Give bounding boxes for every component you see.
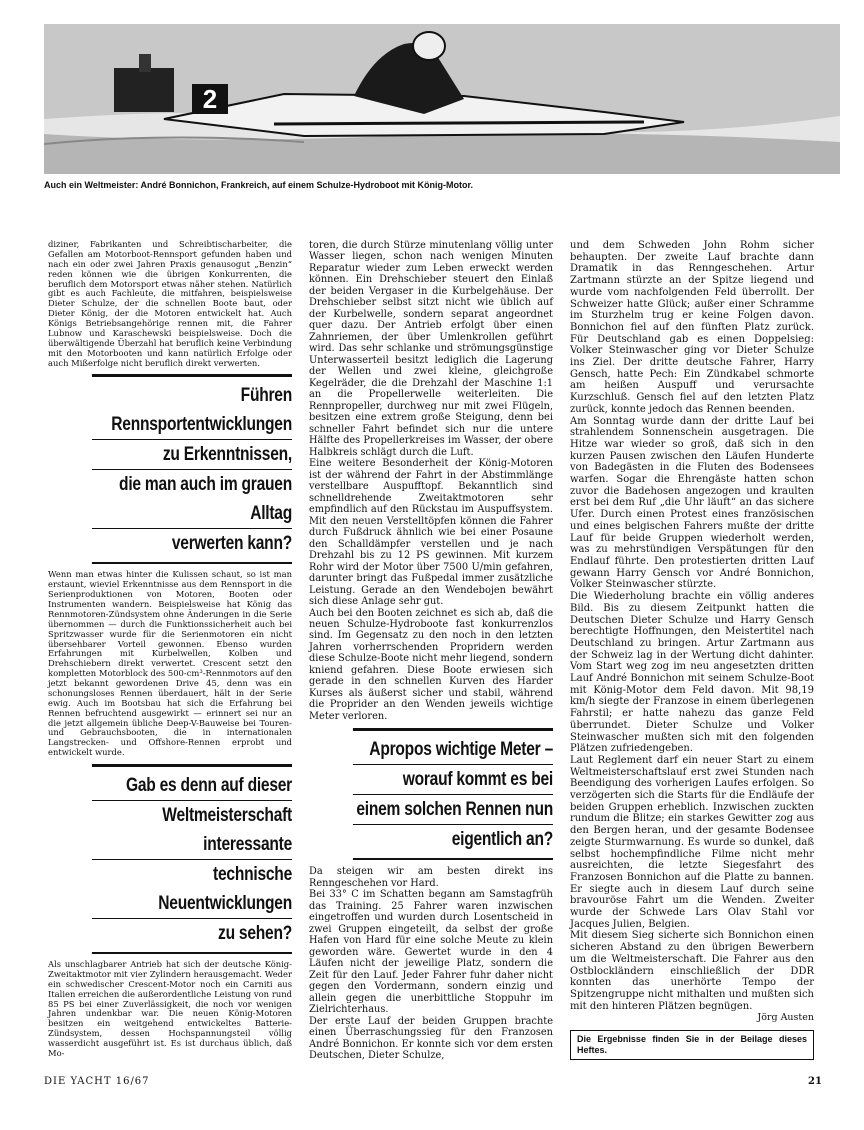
paragraph: Die Wiederholung brachte ein völlig anderes Bild. Bis zu diesem Zeitpunkt hatten die Deutschen Dieter Schulze und Harry Gensch berechtigte Hoffnungen, den Meistertitel nach Deutschland zu bringen. Artur Zartmann aus der Schweiz lag in der Wertung dicht dahinter. Vom Start weg zog im neu angesetzten dritten Lauf André Bonnichon mit seinem Schulze-Boot mit König-Motor dem Feld davon. Mit 98,19 km/h siegte der Franzose in einem überlegenen Fahrstil; er hatte nahezu das ganze Feld überrundet. Dieter Schulze und Volker Steinwascher mußten sich mit den folgenden Plätzen zufriedengeben. xyxy=(570,591,814,755)
paragraph: diziner, Fabrikanten und Schreibtischarbeiter, die Gefallen am Motorboot-Rennsport gefunden haben und nach ein oder zwei Jahren Praxis genausogut „Benzin“ reden können wie die übrigen Konkurrenten, die beruflich dem Motorsport etwas näher stehen. Natürlich gibt es auch Fachleute, die mitfahren, beispielsweise Dieter Schulze, der die schnellen Boote baut, oder Dieter König, der die Motoren entwickelt hat. Auch Königs Betriebsangehörige rennen mit, die Fahrer Lubnow und Karaschewski beispielsweise. Doch die überwältigende Überzahl hat beruflich keine Verbindung mit den Motorbooten und kann natürlich Erfolge oder auch Mißerfolge nicht beruflich direkt verwerten. xyxy=(48,239,292,368)
subheading-line: eigentlich an? xyxy=(451,829,553,851)
subheading xyxy=(92,374,292,564)
paragraph: Als unschlagbarer Antrieb hat sich der deutsche König-Zweitaktmotor mit vier Zylindern herausgemacht. Weder ein schwedischer Crescent-Motor noch ein Carniti aus Italien erreichen die außerordentliche Leistung von rund 85 PS bei einer Zuverlässigkeit, die noch vor wenigen Jahren undenkbar war. Die neuen König-Motoren besitzen ein weitgehend entwickeltes Batterie-Zündsystem, dessen Hochspannungsteil völlig wasserdicht ausgeführt ist. Es ist durchaus üblich, daß Mo- xyxy=(48,959,292,1058)
column-middle xyxy=(309,240,553,1062)
subheading-line: einem solchen Rennen nun xyxy=(353,795,553,825)
paragraph: Da steigen wir am besten direkt ins Renngeschehen vor Hard. xyxy=(309,866,553,889)
paragraph: Am Sonntag wurde dann der dritte Lauf bei strahlendem Sonnenschein ausgetragen. Die Hitze war wieder so groß, daß sich in den kurzen Pausen zwischen den Läufen Hunderte von Badegästen in die Fluten des Bodensees warfen. Sogar die Ehrengäste hatten schon zuvor die Badehosen angezogen und kraulten erst bei dem Ruf „die Uhr läuft“ an das sichere Ufer. Durch einen Protest eines französischen und eines belgischen Fahrers mußte der dritte Lauf für beide Gruppen wiederholt werden, was zu mehrstündigen Verspätungen für den Endlauf führte. Den protestierten dritten Lauf gewann Harry Gensch vor André Bonnichon, Volker Steinwascher stürzte. xyxy=(570,415,814,591)
paragraph: Laut Reglement darf ein neuer Start zu einem Weltmeisterschaftslauf erst zwei Stunden nach Beendigung des vorherigen Laufes erfolgen. So verzögerten sich die Starts für die Endläufe der beiden Gruppen erheblich. Inzwischen zuckten rundum die Blitze; ein starkes Gewitter zog aus den Bergen heran, und der gesamte Bodensee zeigte Sturmwarnung. Es wurde so dunkel, daß selbst hochempfindliche Filme nicht mehr ausreichten, die letzte Siegesfahrt des Franzosen Bonnichon auf die Platte zu bannen. Er siegte auch in diesem Lauf durch seine bravouröse Fahrt um die Wenden. Zweiter wurde der Schwede Lars Olav Stahl vor Jacques Julien, Belgien. xyxy=(570,754,814,930)
subheading xyxy=(92,764,292,954)
subheading-line: Gab es denn auf dieser xyxy=(92,771,292,801)
column-left xyxy=(48,240,292,1059)
subheading-line: zu sehen? xyxy=(218,923,292,944)
subheading-line: Führen Rennsportentwicklungen xyxy=(92,381,292,440)
subheading xyxy=(353,728,553,860)
paragraph: Mit diesem Sieg sicherte sich Bonnichon einen sicheren Abstand zu den übrigen Bewerbern um die Weltmeisterschaft. Die Fahrer aus den Ostblockländern einschließlich der DDR konnten das unerhörte Tempo der Spitzengruppe nicht mithalten und mußten sich mit den hinteren Plätzen begnügen. xyxy=(570,930,814,1012)
subheading-line: die man auch im grauen Alltag xyxy=(92,470,292,529)
hydroboat-image xyxy=(44,24,840,174)
column-right xyxy=(570,240,814,1060)
subheading-line: Apropos wichtige Meter – xyxy=(353,735,553,765)
subheading-line: Weltmeisterschaft interessante xyxy=(92,801,292,860)
paragraph: und dem Schweden John Rohm sicher behaupten. Der zweite Lauf brachte dann Dramatik in das Renngeschehen. Artur Zartmann stürzte an der Spitze liegend und wurde vom nachfolgenden Feld überrollt. Der Schweizer hatte Glück; außer einer Schramme im Sturzhelm trug er keine Folgen davon. Bonnichon fiel auf den fünften Platz zurück. Für Deutschland gab es einen Doppelsieg: Volker Steinwascher ging vor Dieter Schulze ins Ziel. Der dritte deutsche Fahrer, Harry Gensch, hatte Pech: Ein Zündkabel schmorte am heißen Auspuff und verursachte Kurzschluß. Gensch fiel auf den letzten Platz zurück, konnte jedoch das Rennen beenden. xyxy=(570,240,814,415)
boat-number: 2 xyxy=(202,84,218,114)
results-note-box: Die Ergebnisse finden Sie in der Beilage dieses Heftes. xyxy=(570,1030,814,1060)
paragraph: Wenn man etwas hinter die Kulissen schaut, so ist man erstaunt, wieviel Erkenntnisse aus dem Rennsport in die Serienproduktionen von Motoren, Booten oder Instrumenten wandern. Beispielsweise hat König das Rennmotoren-Zündsystem ohne Änderungen in die Serie übernommen — durch die Funktionssicherheit auch bei Spritzwasser wurde für die Serienmotoren ein nicht übersehbarer Vorteil gewonnen. Ebenso wurden Erfahrungen mit Kurbelwellen, Kolben und Drehschiebern direkt verwertet. Crescent setzt den kompletten Motorblock des 500-cm³-Rennmotors auf den jetzt bekannt gewordenen Drive 45, denn was ein schonungsloses Rennen überdauert, hält in der Serie ewig. Auch im Bootsbau hat sich die Erfahrung bei Rennen befruchtend ausgewirkt — erinnert sei nur an die jetzt allgemein übliche Deep-V-Bauweise bei Touren- und Gebrauchsbooten, die in internationalen Langstrecken- und Offshore-Rennen erprobt und entwickelt wurde. xyxy=(48,569,292,758)
paragraph: Eine weitere Besonderheit der König-Motoren ist der während der Fahrt in der Abstimmlänge verstellbare Auspufftopf. Bekanntlich sind schnelldrehende Zweitaktmotoren sehr empfindlich auf den Rückstau im Auspuffsystem. Mit den neuen Verstelltöpfen können die Fahrer durch Fußdruck ähnlich wie bei einer Posaune den Schalldämpfer verstellen und je nach Drehzahl bis zu 12 PS gewinnen. Mit kurzem Rohr wird der Motor über 7500 U/min gefahren, darunter bringt das Fußpedal immer zusätzliche Leistung. Gerade an den Wendebojen bewährt sich diese Anlage sehr gut. xyxy=(309,458,553,608)
photo-caption: Auch ein Weltmeister: André Bonnichon, Frankreich, auf einem Schulze-Hydroboot mit König-Motor. xyxy=(44,180,474,190)
magazine-footer: DIE YACHT 16/67 xyxy=(44,1076,150,1087)
subheading-line: worauf kommt es bei xyxy=(353,765,553,795)
subheading-line: zu Erkenntnissen, xyxy=(92,440,292,470)
page-number: 21 xyxy=(808,1076,822,1087)
paragraph: Auch bei den Booten zeichnet es sich ab, daß die neuen Schulze-Hydroboote fast konkurrenzlos sind. Im Gegensatz zu den noch in den letzten Jahren vorherrschenden Propridern werden diese Schulze-Boote nicht mehr liegend, sondern kniend gefahren. Diese Boote erwiesen sich gerade in den schnellen Kurven des Harder Kurses als äußerst sicher und stabil, während die Proprider an den Wenden jeweils wichtige Meter verloren. xyxy=(309,607,553,722)
author-signature: Jörg Austen xyxy=(757,1012,814,1024)
subheading-line: verwerten kann? xyxy=(171,533,292,555)
subheading-line: technische Neuentwicklungen xyxy=(92,860,292,919)
paragraph: Der erste Lauf der beiden Gruppen brachte einen Überraschungssieg für den Franzosen André Bonnichon. Er konnte sich vor dem ersten Deutschen, Dieter Schulze, xyxy=(309,1015,553,1062)
paragraph: toren, die durch Stürze minutenlang völlig unter Wasser liegen, schon nach wenigen Minuten Reparatur wieder zum Leben erweckt werden können. Ein Drehschieber steuert den Einlaß der beiden Vergaser in die Kurbelgehäuse. Der Drehschieber selbst sitzt nicht wie üblich auf der Kurbelwelle, sondern separat angeordnet quer dazu. Der Antrieb erfolgt über einen Zahnriemen, der über Umlenkrollen geführt wird. Das sehr schlanke und strömungsgünstige Unterwasserteil besitzt lediglich die Lagerung der Wellen und zwei kleine, gleichgroße Kegelräder, die die Drehzahl der Maschine 1:1 an die Propellerwelle weiterleiten. Die Rennpropeller, durchweg nur mit zwei Flügeln, besitzen eine extrem große Steigung, denn bei schneller Fahrt befindet sich nur die untere Hälfte des Propellerkreises im Wasser, der obere Halbkreis schlägt durch die Luft. xyxy=(309,240,553,458)
race-photo xyxy=(44,24,840,174)
paragraph: Bei 33° C im Schatten begann am Samstagfrüh das Training. 25 Fahrer waren inzwischen eingetroffen und wurden durch Losentscheid in zwei Gruppen eingeteilt, da selbst der große Hafen von Hard für eine solche Meute zu klein geworden wäre. Gewertet wurde in den 4 Läufen nicht der jeweilige Platz, sondern die Zeit für den Lauf. Jeder Fahrer fuhr daher nicht gegen den Vordermann, sondern einzig und allein gegen die unerbittliche Stoppuhr im Zielrichterhaus. xyxy=(309,889,553,1016)
